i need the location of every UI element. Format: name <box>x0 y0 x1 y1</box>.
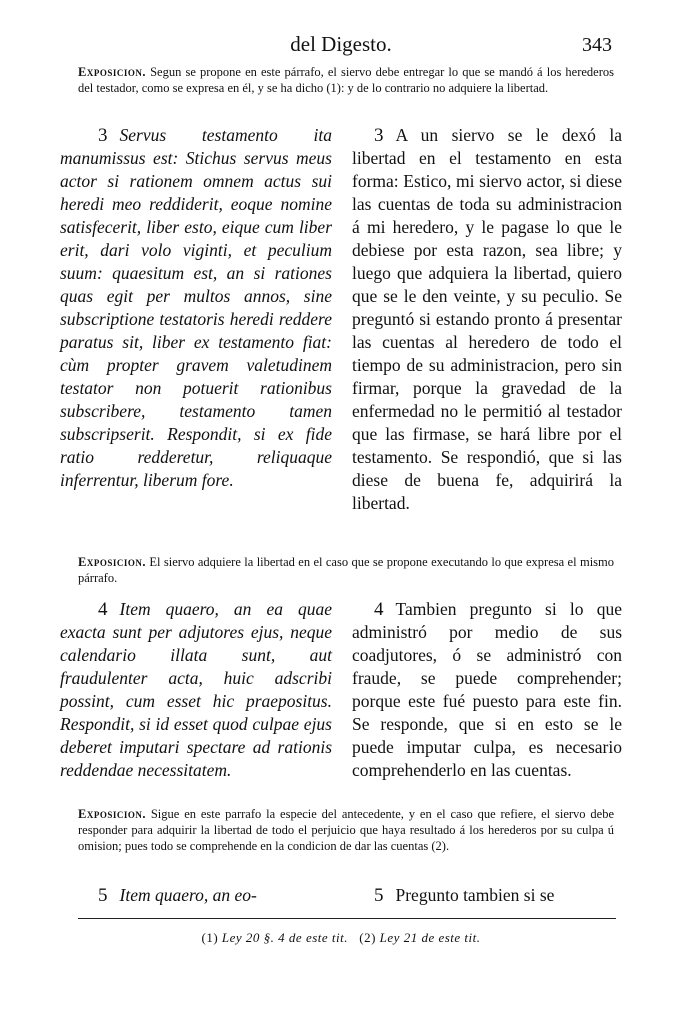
paragraph-number: 5 <box>98 885 108 906</box>
section-3 <box>60 124 622 554</box>
paragraph-number: 5 <box>374 885 384 906</box>
latin-column <box>60 598 332 782</box>
latin-text: Item quaero, an eo- <box>119 885 257 905</box>
exposition-label: Exposicion. <box>78 555 146 569</box>
section-4 <box>60 598 622 798</box>
spanish-text: Pregunto tambien si se <box>395 885 555 905</box>
exposition-paragraph-2 <box>78 554 614 586</box>
exposition-label: Exposicion. <box>78 807 146 821</box>
spanish-text: Tambien pregunto si lo que administró por medio de sus coadjutores, ó se administró con fraude, se puede comprehender; porque este fué puesto para este fin. Se responde, que si en esto se le puede imputar culpa, es necesario comprehenderlo en las cuentas. <box>352 599 622 780</box>
paragraph-number: 4 <box>374 599 384 620</box>
footnotes <box>0 930 682 946</box>
spanish-column <box>352 124 622 515</box>
running-title: del Digesto. <box>290 32 392 56</box>
latin-text: Servus testamento ita manumissus est: Stichus servus meus actor si rationem omnem actus sui heredi meo reddiderit, eoque nomine satisfecerit, liber esto, eique cum liber erit, dari volo viginti, et peculium suum: quaesitum est, an si rationes quas egit per multos annos, sine subscriptione testatoris heredi reddere paratus sit, liber ex testamento fiat: cùm propter gravem valetudinem testator non potuerit rationibus subscribere, testamento tamen subscripserit. Respondit, si ex fide ratio redderetur, reliquaque inferrentur, liberum fore. <box>60 125 332 490</box>
running-head <box>70 30 612 60</box>
exposition-label: Exposicion. <box>78 65 146 79</box>
footnote-2-text: Ley 21 de este tit. <box>379 930 481 945</box>
spanish-text: A un siervo se le dexó la libertad en el testamento en esta forma: Estico, mi siervo actor, si diese las cuentas de toda su administracion á mi heredero, y le pagase lo que le debiese por esta razon, sea libre; y luego que adquiera la libertad, quiero que se le den veinte, y su peculio. Se preguntó si estando pronto á presentar las cuentas al heredero de todo el tiempo de su administracion, pero sin firmar, porque la gravedad de la enfermedad no le permitió al testador que las firmase, se hará libre por el testamento. Se respondió, que si las diese de buena fe, adquirirá la libertad. <box>352 125 622 513</box>
footnote-2-mark: (2) <box>359 930 376 945</box>
latin-text: Item quaero, an ea quae exacta sunt per adjutores ejus, neque calendario illata sunt, aut fraudulenter acta, huic adscribi possint, cum esset hic praepositus. Respondit, si id esset quod culpae ejus deberet imputari spectare ad rationis reddendae necessitatem. <box>60 599 332 780</box>
footnote-1-mark: (1) <box>201 930 219 945</box>
footnote-1-text: Ley 20 §. 4 de este tit. <box>221 930 348 945</box>
spanish-column <box>352 884 622 907</box>
exposition-text: Sigue en este parrafo la especie del antecedente, y en el caso que refiere, el siervo debe responder para adquirir la libertad de todo el perjuicio que haya resultado á los herederos por su culpa ú omision; pues todo se comprehende en la condicion de dar las cuentas (2). <box>78 807 614 853</box>
paragraph-number: 3 <box>98 125 108 146</box>
exposition-text: El siervo adquiere la libertad en el caso que se propone executando lo que expresa el mismo párrafo. <box>78 555 615 585</box>
paragraph-number: 4 <box>98 599 108 620</box>
footnote-divider <box>78 918 616 919</box>
exposition-paragraph-3 <box>78 806 614 854</box>
latin-column <box>60 884 332 907</box>
paragraph-number: 3 <box>374 125 384 146</box>
section-5 <box>60 884 622 910</box>
exposition-paragraph-1 <box>78 64 614 96</box>
spanish-column <box>352 598 622 782</box>
latin-column <box>60 124 332 492</box>
page-number: 343 <box>582 34 612 56</box>
exposition-text: Segun se propone en este párrafo, el siervo debe entregar lo que se mandó á los herederos del testador, como se expresa en él, y se ha dicho (1): y de lo contrario no adquiere la libertad. <box>78 65 614 95</box>
